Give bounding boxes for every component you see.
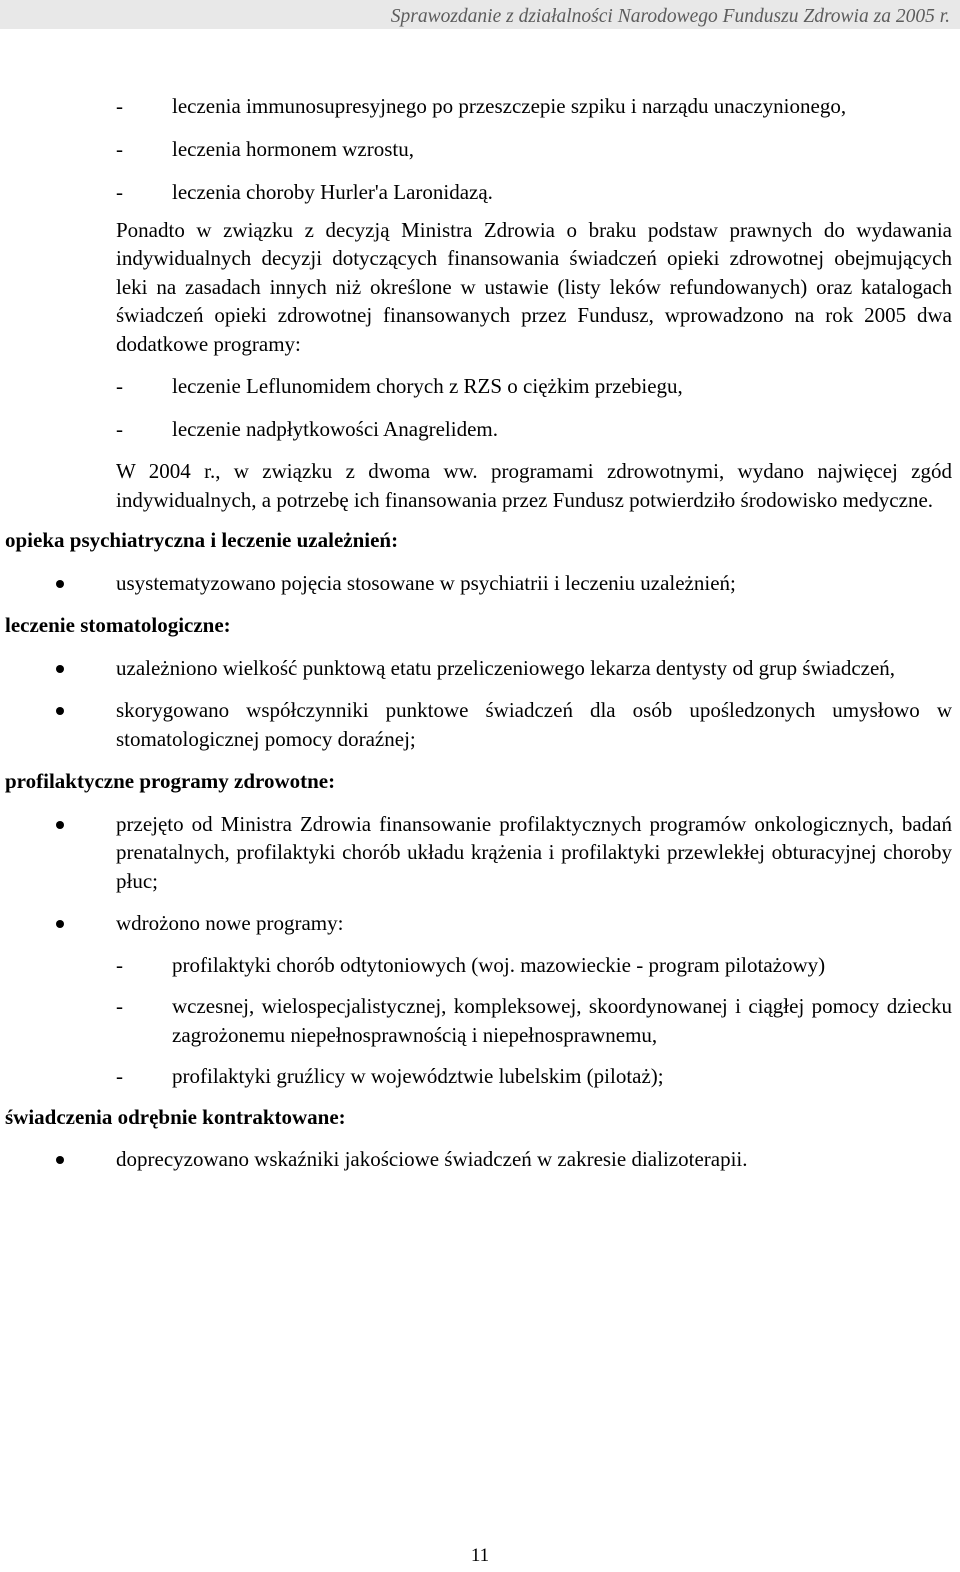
list-item: [0, 135, 960, 164]
dash-marker: -: [116, 952, 123, 977]
bullet-text: doprecyzowano wskaźniki jakościowe świadczeń w zakresie dializoterapii.: [116, 1147, 748, 1171]
list-item: [0, 992, 960, 1049]
section-heading: leczenie stomatologiczne:: [5, 613, 231, 637]
dash-marker: -: [116, 994, 123, 1018]
bullet-text: wdrożono nowe programy:: [116, 911, 344, 935]
bullet-item: [0, 909, 960, 938]
section-heading: świadczenia odrębnie kontraktowane:: [5, 1104, 346, 1129]
bullet-text: przejęto od Ministra Zdrowia finansowanie profilaktycznych programów onkologicznych, badań prenatalnych, profilaktyki chorób układu krążenia i profilaktyki przewlekłej obturacyjnej choroby płuc;: [116, 811, 952, 893]
list-item: [0, 92, 960, 121]
list-item-text: profilaktyki chorób odtytoniowych (woj. mazowieckie - program pilotażowy): [172, 952, 826, 977]
bullet-item: [0, 569, 960, 598]
list-item: [0, 372, 960, 401]
dash-marker: -: [116, 1064, 123, 1088]
paragraph: Ponadto w związku z decyzją Ministra Zdrowia o braku podstaw prawnych do wydawania indywidualnych decyzji dotyczących finansowania świadczeń opieki zdrowotnej obejmujących leki na zasadach innych niż określone w ustawie (listy leków refundowanych) oraz katalogach świadczeń opieki zdrowotnej finansowanych przez Fundusz, wprowadzono na rok 2005 dwa dodatkowe programy:: [116, 217, 952, 356]
list-item-text: profilaktyki gruźlicy w województwie lubelskim (pilotaż);: [172, 1064, 664, 1088]
bullet-item: [0, 1145, 960, 1174]
page-header: [0, 0, 960, 29]
list-item-text: leczenie Leflunomidem chorych z RZS o ciężkim przebiegu,: [172, 374, 683, 398]
list-item-text: leczenia immunosupresyjnego po przeszczepie szpiku i narządu unaczynionego,: [172, 94, 847, 118]
list-item-text: wczesnej, wielospecjalistycznej, kompleksowej, skoordynowanej i ciągłej pomocy dziecku zagrożonemu niepełnosprawnością i niepełnosprawnemu,: [172, 994, 952, 1047]
dash-marker: -: [116, 416, 123, 441]
list-item: [0, 951, 960, 980]
bullet-icon: [56, 707, 64, 715]
dash-marker: -: [116, 374, 123, 398]
list-item-text: leczenie nadpłytkowości Anagrelidem.: [172, 416, 498, 441]
section-heading: profilaktyczne programy zdrowotne:: [5, 769, 336, 793]
list-item-text: leczenia hormonem wzrostu,: [172, 136, 414, 161]
dash-marker: -: [116, 180, 123, 204]
bullet-item: [0, 654, 960, 683]
header-title: Sprawozdanie z działalności Narodowego Funduszu Zdrowia za 2005 r.: [390, 6, 950, 27]
bullet-text: usystematyzowano pojęcia stosowane w psychiatrii i leczeniu uzależnień;: [116, 570, 736, 595]
list-item: [0, 1062, 960, 1091]
paragraph: W 2004 r., w związku z dwoma ww. programami zdrowotnymi, wydano najwięcej zgód indywidualnych, a potrzebę ich finansowania przez Fundusz potwierdziło środowisko medyczne.: [116, 459, 952, 512]
list-item: [0, 415, 960, 444]
bullet-item: [0, 696, 960, 753]
bullet-text: uzależniono wielkość punktową etatu przeliczeniowego lekarza dentysty od grup świadczeń,: [116, 655, 896, 680]
page-number: 11: [470, 1545, 490, 1566]
bullet-icon: [56, 1156, 64, 1164]
list-item: [0, 178, 960, 207]
dash-marker: -: [116, 94, 123, 118]
bullet-icon: [56, 665, 64, 673]
document-body: [0, 92, 960, 1174]
bullet-icon: [56, 920, 64, 928]
bullet-icon: [56, 821, 64, 829]
dash-marker: -: [116, 136, 123, 161]
list-item-text: leczenia choroby Hurler'a Laronidazą.: [172, 180, 493, 204]
bullet-item: [0, 810, 960, 896]
bullet-icon: [56, 580, 64, 588]
section-heading: opieka psychiatryczna i leczenie uzależnień:: [5, 528, 399, 552]
bullet-text: skorygowano współczynniki punktowe świadczeń dla osób upośledzonych umysłowo w stomatologicznej pomocy doraźnej;: [116, 698, 952, 751]
